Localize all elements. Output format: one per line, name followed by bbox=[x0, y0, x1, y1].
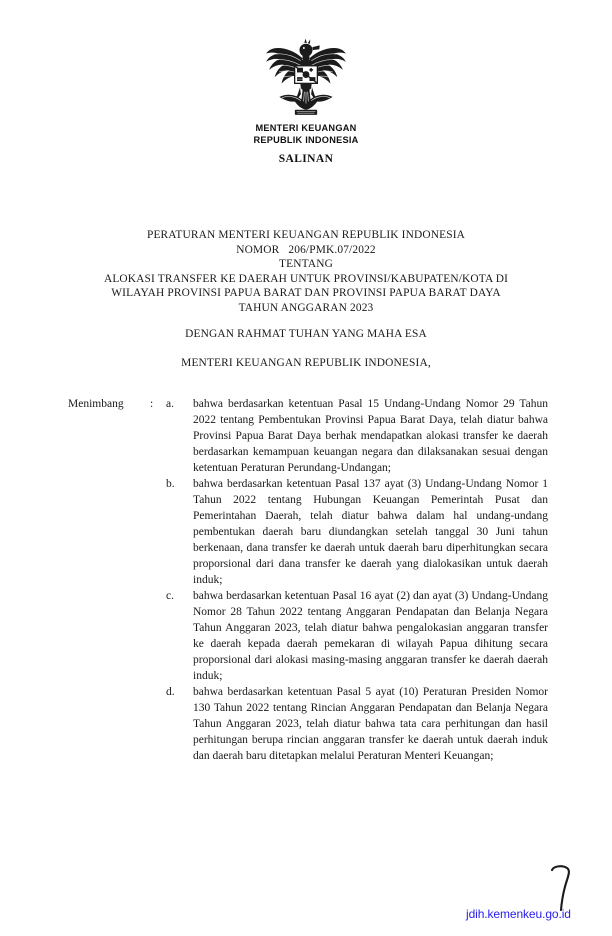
document-title bbox=[61, 228, 551, 316]
ministry-name bbox=[0, 123, 612, 146]
considering-item-marker: a. bbox=[166, 398, 174, 410]
preamble-issuer: MENTERI KEUANGAN REPUBLIK INDONESIA, bbox=[181, 357, 431, 369]
title-line-1: PERATURAN MENTERI KEUANGAN REPUBLIK INDONESIA bbox=[146, 229, 466, 241]
considering-item-text: bahwa berdasarkan ketentuan Pasal 5 ayat (10) Peraturan Presiden Nomor 130 Tahun 2022 tentang Rincian Anggaran Pendapatan dan Belanja Negara Tahun Anggaran 2023, telah diatur bahwa tata cara perhitungan dan hasil perhitungan berupa rincian anggaran transfer ke daerah untuk daerah induk dan daerah baru ditetapkan melalui Peraturan Menteri Keuangan; bbox=[193, 686, 548, 762]
considering-item bbox=[166, 396, 548, 476]
considering-item-marker: d. bbox=[166, 686, 175, 698]
considering-colon: : bbox=[150, 398, 154, 410]
considering-item bbox=[166, 588, 548, 684]
considering-item-text: bahwa berdasarkan ketentuan Pasal 15 Undang-Undang Nomor 29 Tahun 2022 tentang Pembentukan Provinsi Papua Barat Daya, telah diatur bahwa Provinsi Papua Barat Daya berhak mendapatkan alokasi transfer ke daerah berdasarkan kemampuan keuangan negara dan dilaksanakan sesuai dengan ketentuan Peraturan Perundang-Undangan; bbox=[193, 398, 548, 474]
garuda-pancasila-emblem bbox=[263, 36, 349, 120]
considering-items bbox=[166, 396, 548, 764]
title-line-5: WILAYAH PROVINSI PAPUA BARAT DAN PROVINSI PAPUA BARAT DAYA bbox=[111, 287, 501, 300]
considering-item bbox=[166, 684, 548, 764]
considering-section bbox=[68, 396, 548, 764]
considering-label: Menimbang bbox=[68, 398, 124, 410]
considering-item-text: bahwa berdasarkan ketentuan Pasal 137 ayat (3) Undang-Undang Nomor 1 Tahun 2022 tentang Hubungan Keuangan Pemerintah Pusat dan Pemerintahan Daerah, telah diatur bahwa dalam hal undang-undang pembentukan daerah baru diundangkan setelah tanggal 30 Juni tahun berkenaan, dana transfer ke daerah untuk daerah baru diperhitungkan secara proporsional dari dana transfer ke daerah yang dialokasikan untuk daerah induk; bbox=[193, 478, 548, 586]
ministry-line-2: REPUBLIK INDONESIA bbox=[253, 134, 359, 145]
considering-item-text: bahwa berdasarkan ketentuan Pasal 16 ayat (2) dan ayat (3) Undang-Undang Nomor 28 Tahun 2022 tentang Anggaran Pendapatan dan Belanja Negara Tahun Anggaran 2023, telah diatur bahwa pengalokasian anggaran transfer ke daerah kepada daerah pemekaran di wilayah Papua dihitung secara proporsional dari alokasi masing-masing anggaran transfer ke daerah daerah induk; bbox=[193, 590, 548, 682]
ministry-line-1: MENTERI KEUANGAN bbox=[255, 123, 357, 133]
title-line-6-year: TAHUN ANGGARAN 2023 bbox=[238, 301, 374, 314]
title-line-4: ALOKASI TRANSFER KE DAERAH UNTUK PROVINSI/KABUPATEN/KOTA DI bbox=[103, 272, 509, 285]
considering-item-marker: b. bbox=[166, 478, 175, 490]
copy-label: SALINAN bbox=[278, 153, 334, 166]
title-line-2-number: NOMOR 206/PMK.07/2022 bbox=[236, 243, 376, 256]
letterhead bbox=[0, 36, 612, 165]
considering-item-marker: c. bbox=[166, 590, 174, 602]
title-line-3-tentang: TENTANG bbox=[279, 258, 333, 271]
considering-item bbox=[166, 476, 548, 588]
preamble-blessing: DENGAN RAHMAT TUHAN YANG MAHA ESA bbox=[185, 328, 427, 340]
footer-url[interactable]: jdih.kemenkeu.go.id bbox=[466, 907, 571, 921]
